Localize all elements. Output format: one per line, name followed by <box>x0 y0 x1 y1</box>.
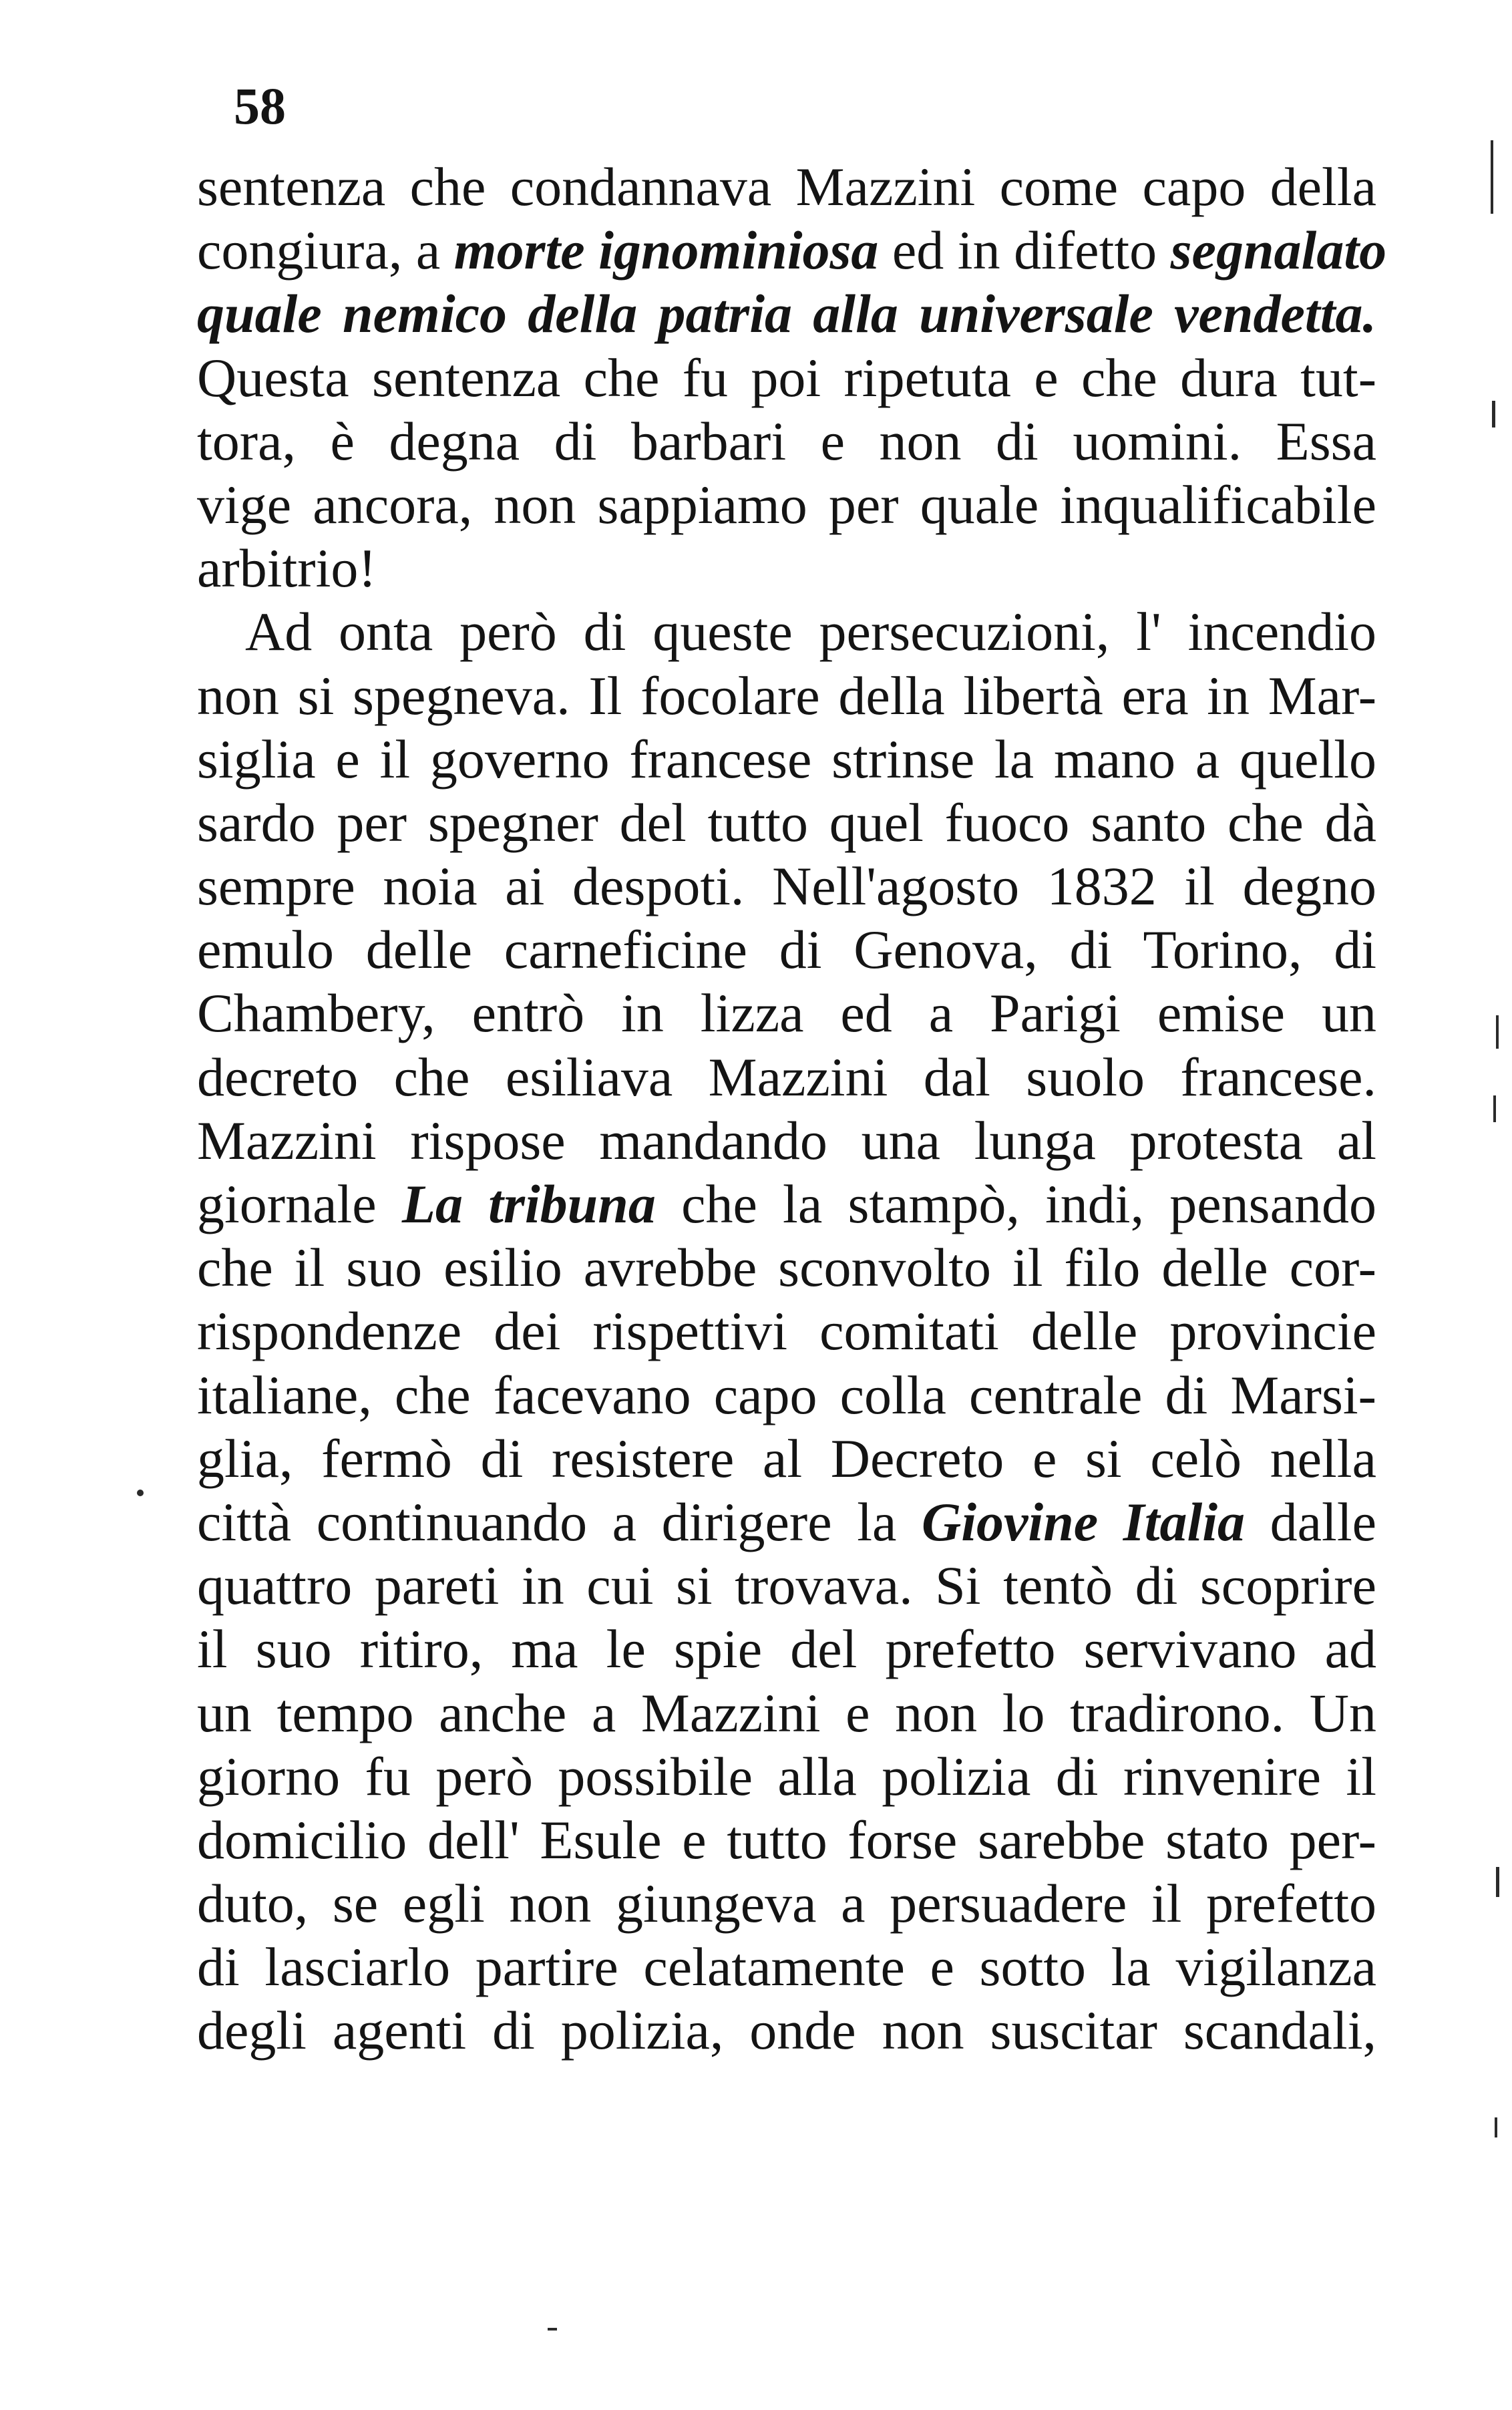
text-line <box>197 1999 1376 2062</box>
margin-mark <box>1496 1015 1499 1049</box>
text-segment: un tempo anche a Mazzini e non lo tradirono. Un <box>197 1682 1376 1743</box>
text-line <box>197 1363 1376 1427</box>
text-line <box>197 918 1376 981</box>
margin-mark <box>1495 2117 1497 2137</box>
text-line <box>197 155 1376 218</box>
body-text <box>197 155 1387 2063</box>
text-segment: Questa sentenza che fu poi ripetuta e che dura tut- <box>197 347 1376 408</box>
text-segment: degli agenti di polizia, onde non suscitar scandali, <box>197 2000 1376 2061</box>
text-line <box>197 1236 1376 1299</box>
page-number: 58 <box>234 77 286 135</box>
text-segment: sempre noia ai despoti. Nell'agosto 1832 il degno <box>197 856 1376 917</box>
text-segment: Ad onta però di queste persecuzioni, l' incendio <box>245 601 1376 663</box>
text-line <box>197 536 1376 600</box>
text-segment: giorno fu però possibile alla polizia di rinvenire il <box>197 1745 1376 1807</box>
text-line <box>197 791 1376 854</box>
italic-text: Giovine Italia <box>922 1491 1246 1552</box>
text-line <box>197 981 1376 1045</box>
text-segment: che la stampò, indi, pensando <box>655 1174 1376 1234</box>
text-line <box>197 727 1376 791</box>
text-segment: Mazzini rispose mandando una lunga protesta al <box>197 1109 1376 1171</box>
text-line <box>197 1935 1376 1999</box>
text-segment: dalle <box>1245 1491 1376 1552</box>
text-segment: di lasciarlo partire celatamente e sotto la vigilanza <box>197 1936 1376 1998</box>
text-line <box>197 1109 1376 1172</box>
text-line <box>197 218 1387 282</box>
margin-mark <box>548 2328 557 2331</box>
margin-mark <box>1492 401 1495 427</box>
text-segment: siglia e il governo francese strinse la mano a quello <box>197 728 1376 790</box>
text-line <box>197 1554 1376 1617</box>
text-segment: il suo ritiro, ma le spie del prefetto servivano ad <box>197 1618 1376 1680</box>
text-segment: sardo per spegner del tutto quel fuoco santo che dà <box>197 792 1376 853</box>
text-segment: arbitrio! <box>197 538 377 599</box>
text-segment: emulo delle carneficine di Genova, di Torino, di <box>197 919 1376 981</box>
text-segment: sentenza che condannava Mazzini come capo della <box>197 156 1376 217</box>
text-line <box>197 1299 1376 1363</box>
text-line <box>197 473 1376 536</box>
italic-text: morte ignominiosa <box>453 220 879 281</box>
text-segment: giornale <box>197 1174 402 1234</box>
text-line <box>197 409 1376 473</box>
text-line <box>197 282 1376 345</box>
text-segment: che il suo esilio avrebbe sconvolto il filo delle cor- <box>197 1237 1376 1299</box>
text-line <box>197 854 1376 918</box>
margin-mark <box>1496 1867 1499 1897</box>
italic-text: segnalato <box>1170 220 1387 281</box>
text-segment: Chambery, entrò in lizza ed a Parigi emise un <box>197 983 1376 1044</box>
text-segment: città continuando a dirigere la <box>197 1491 922 1552</box>
text-segment: domicilio dell' Esule e tutto forse sarebbe stato per- <box>197 1809 1376 1870</box>
text-line <box>197 600 1376 663</box>
italic-text: La tribuna <box>401 1174 656 1234</box>
text-segment: duto, se egli non giungeva a persuadere il prefetto <box>197 1873 1376 1934</box>
margin-mark <box>1493 1095 1496 1122</box>
text-line <box>197 1745 1376 1808</box>
text-segment: tora, è degna di barbari e non di uomini. Essa <box>197 410 1376 472</box>
margin-mark <box>137 1490 144 1496</box>
text-line <box>197 1427 1376 1490</box>
text-line <box>197 664 1376 727</box>
text-segment: congiura, a <box>197 220 454 281</box>
text-segment: ed in difetto <box>878 220 1171 281</box>
text-line <box>197 346 1376 409</box>
text-segment: quattro pareti in cui si trovava. Si tentò di scoprire <box>197 1555 1376 1616</box>
text-line <box>197 1872 1376 1935</box>
text-line <box>197 1617 1376 1681</box>
text-line <box>197 1808 1376 1872</box>
italic-text: quale nemico della patria alla universale vendetta. <box>197 283 1376 345</box>
text-segment: rispondenze dei rispettivi comitati delle provincie <box>197 1301 1376 1362</box>
text-line <box>197 1681 1376 1745</box>
text-segment: italiane, che facevano capo colla centrale di Marsi- <box>197 1364 1376 1425</box>
text-segment: decreto che esiliava Mazzini dal suolo francese. <box>197 1046 1376 1107</box>
text-segment: glia, fermò di resistere al Decreto e si celò nella <box>197 1427 1376 1489</box>
text-line <box>197 1490 1376 1554</box>
margin-mark <box>1491 140 1493 214</box>
text-segment: non si spegneva. Il focolare della libertà era in Mar- <box>197 665 1376 726</box>
text-segment: vige ancora, non sappiamo per quale inqualificabile <box>197 474 1376 535</box>
text-line <box>197 1172 1376 1236</box>
text-line <box>197 1045 1376 1109</box>
